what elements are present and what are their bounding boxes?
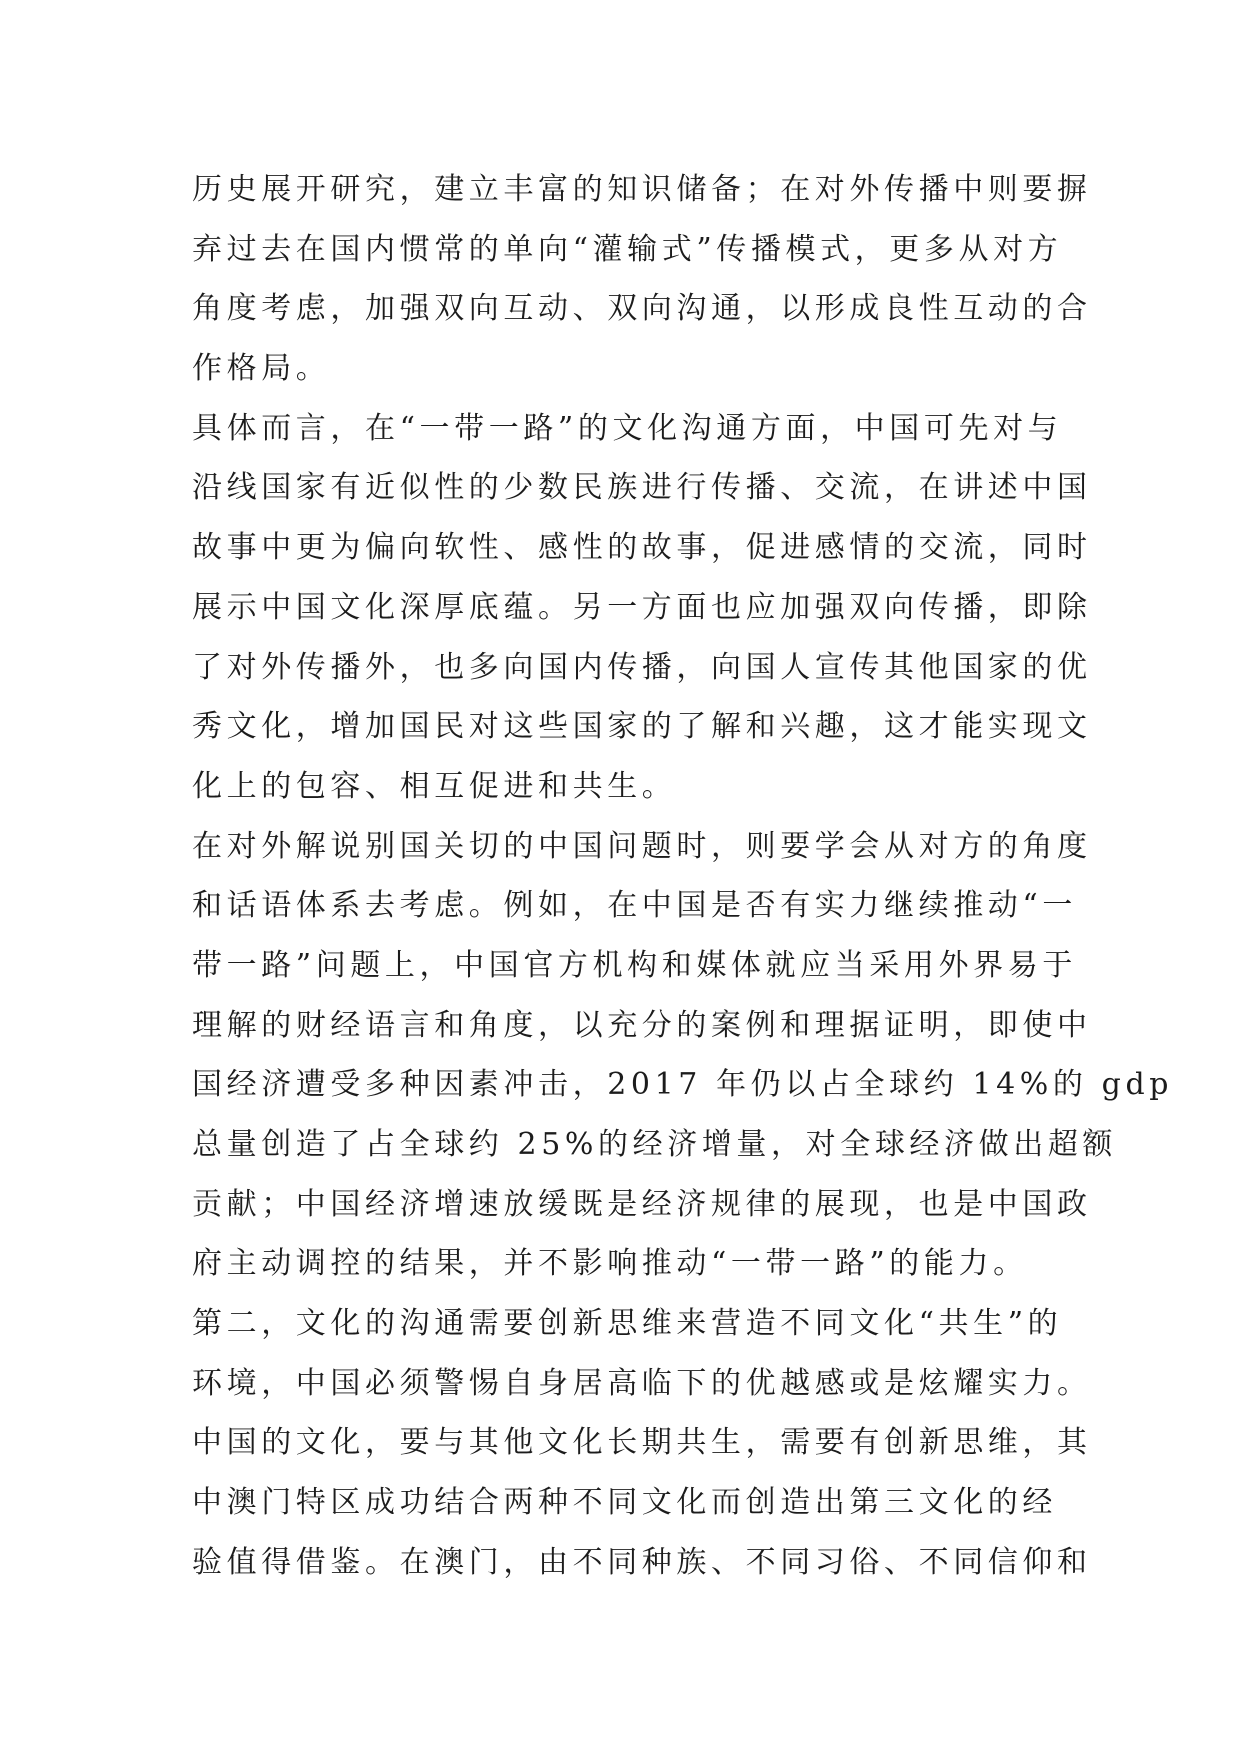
text-line: 和话语体系去考虑。例如，在中国是否有实力继续推动“一 [192, 888, 1077, 924]
text-line: 作格局。 [192, 351, 331, 387]
text-line: 具体而言，在“一带一路”的文化沟通方面，中国可先对与 [192, 410, 1063, 446]
text-line: 府主动调控的结果，并不影响推动“一带一路”的能力。 [192, 1246, 1028, 1282]
text-line: 中澳门特区成功结合两种不同文化而创造出第三文化的经 [192, 1485, 1057, 1521]
text-line: 第二，文化的沟通需要创新思维来营造不同文化“共生”的 [192, 1306, 1063, 1342]
text-line: 化上的包容、相互促进和共生。 [192, 768, 677, 804]
text-line: 总量创造了占全球约 25%的经济增量，对全球经济做出超额 [192, 1127, 1118, 1162]
text-line: 验值得借鉴。在澳门，由不同种族、不同习俗、不同信仰和 [192, 1544, 1092, 1580]
text-line: 角度考虑，加强双向互动、双向沟通，以形成良性互动的合 [192, 291, 1092, 327]
text-line: 历史展开研究，建立丰富的知识储备；在对外传播中则要摒 [192, 172, 1092, 207]
text-line: 国经济遭受多种因素冲击，2017 年仍以占全球约 14%的 gdp [192, 1067, 1174, 1103]
text-line: 展示中国文化深厚底蕴。另一方面也应加强双向传播，即除 [192, 589, 1092, 625]
text-line: 在对外解说别国关切的中国问题时，则要学会从对方的角度 [192, 828, 1092, 864]
text-line: 沿线国家有近似性的少数民族进行传播、交流，在讲述中国 [192, 470, 1092, 506]
text-line: 故事中更为偏向软性、感性的故事，促进感情的交流，同时 [192, 530, 1092, 566]
text-line: 贡献；中国经济增速放缓既是经济规律的展现，也是中国政 [192, 1186, 1092, 1222]
text-line: 带一路”问题上，中国官方机构和媒体就应当采用外界易于 [192, 947, 1077, 983]
text-line: 中国的文化，要与其他文化长期共生，需要有创新思维，其 [192, 1425, 1092, 1461]
text-line: 了对外传播外，也多向国内传播，向国人宣传其他国家的优 [192, 649, 1092, 685]
text-line: 理解的财经语言和角度，以充分的案例和理据证明，即使中 [192, 1007, 1092, 1043]
body-text [192, 160, 1174, 1593]
text-line: 环境，中国必须警惕自身居高临下的优越感或是炫耀实力。 [192, 1365, 1092, 1401]
text-line: 秀文化，增加国民对这些国家的了解和兴趣，这才能实现文 [192, 709, 1092, 745]
text-line: 弃过去在国内惯常的单向“灌输式”传播模式，更多从对方 [192, 231, 1063, 267]
